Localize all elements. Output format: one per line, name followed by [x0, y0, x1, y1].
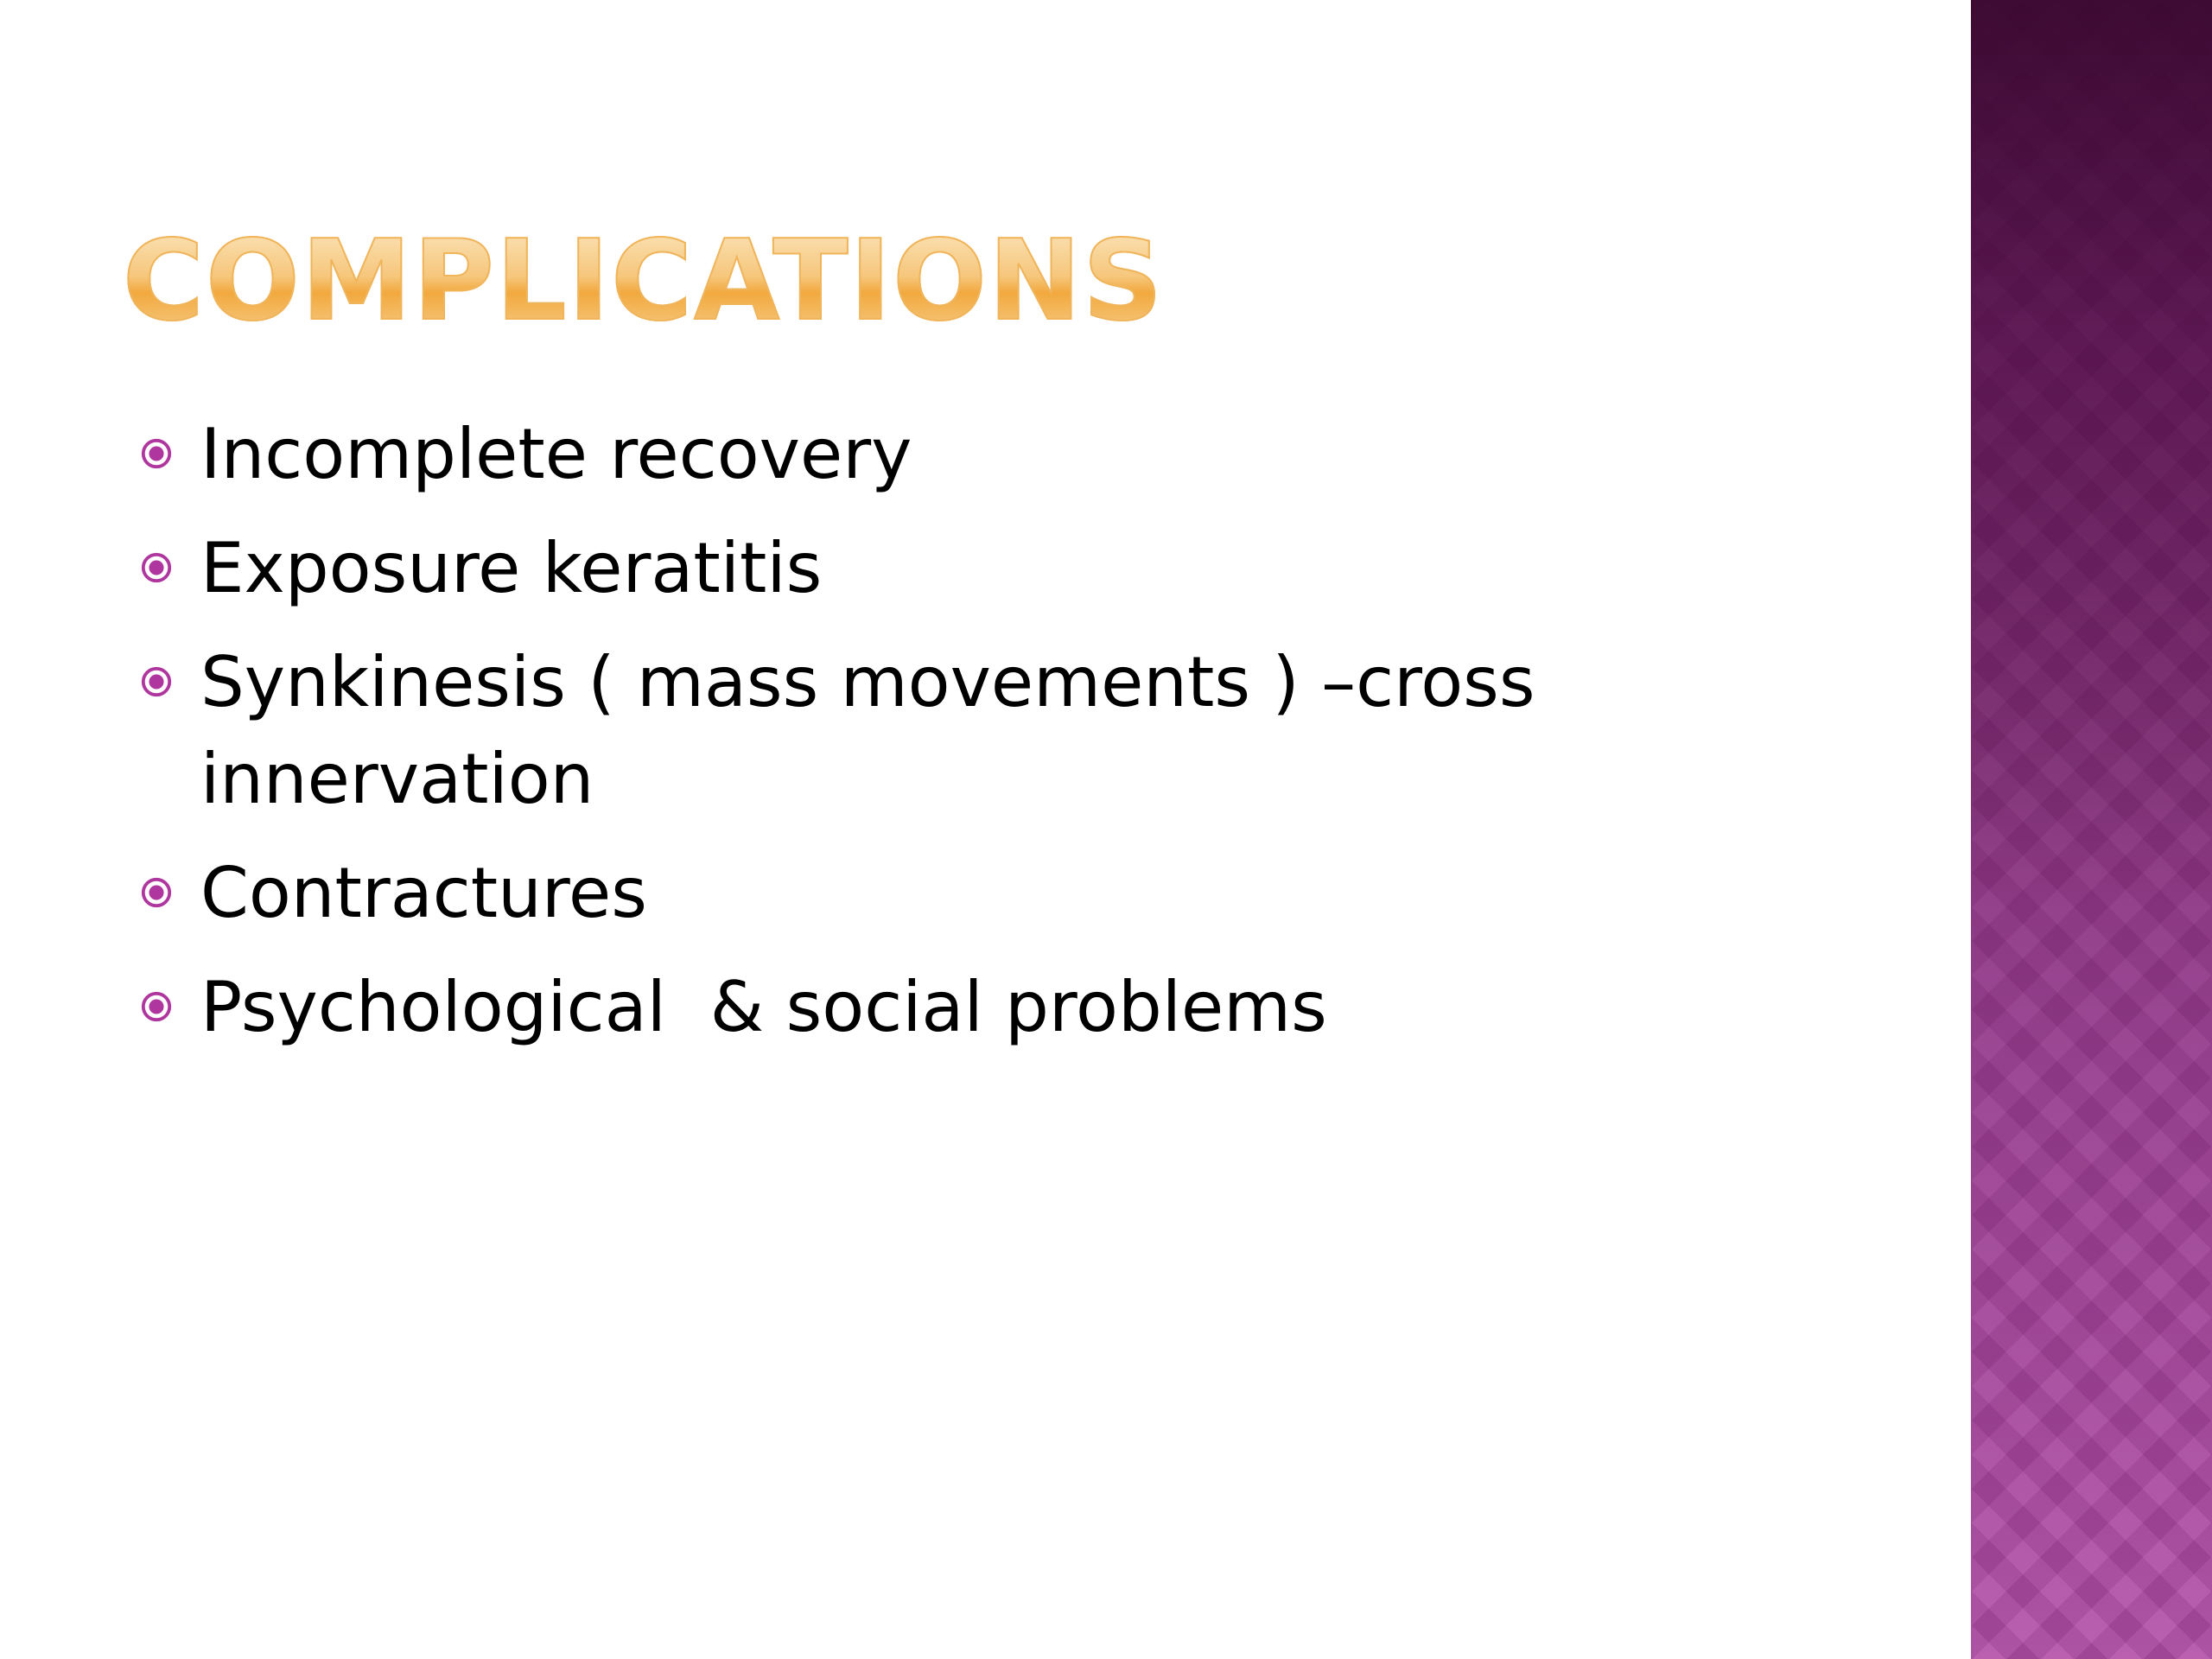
- bullet-text: Incomplete recovery: [200, 414, 912, 494]
- list-item: [130, 959, 1642, 1056]
- radio-bullet-icon: [140, 665, 173, 698]
- slide-title: COMPLICATIONS: [123, 217, 1165, 346]
- list-item: [130, 845, 1642, 942]
- bullet-text: Psychological & social problems: [200, 967, 1327, 1047]
- list-item: [130, 520, 1642, 617]
- bullet-list: [130, 406, 1642, 1073]
- bullet-text: Contractures: [200, 853, 647, 933]
- bullet-text: Synkinesis ( mass movements ) –cross innervation: [200, 642, 1557, 819]
- decorative-side-panel: [1971, 0, 2212, 1659]
- list-item: [130, 634, 1642, 828]
- radio-bullet-icon: [140, 990, 173, 1023]
- bullet-text: Exposure keratitis: [200, 528, 823, 608]
- radio-bullet-icon: [140, 551, 173, 584]
- list-item: [130, 406, 1642, 503]
- radio-bullet-icon: [140, 437, 173, 470]
- radio-bullet-icon: [140, 876, 173, 909]
